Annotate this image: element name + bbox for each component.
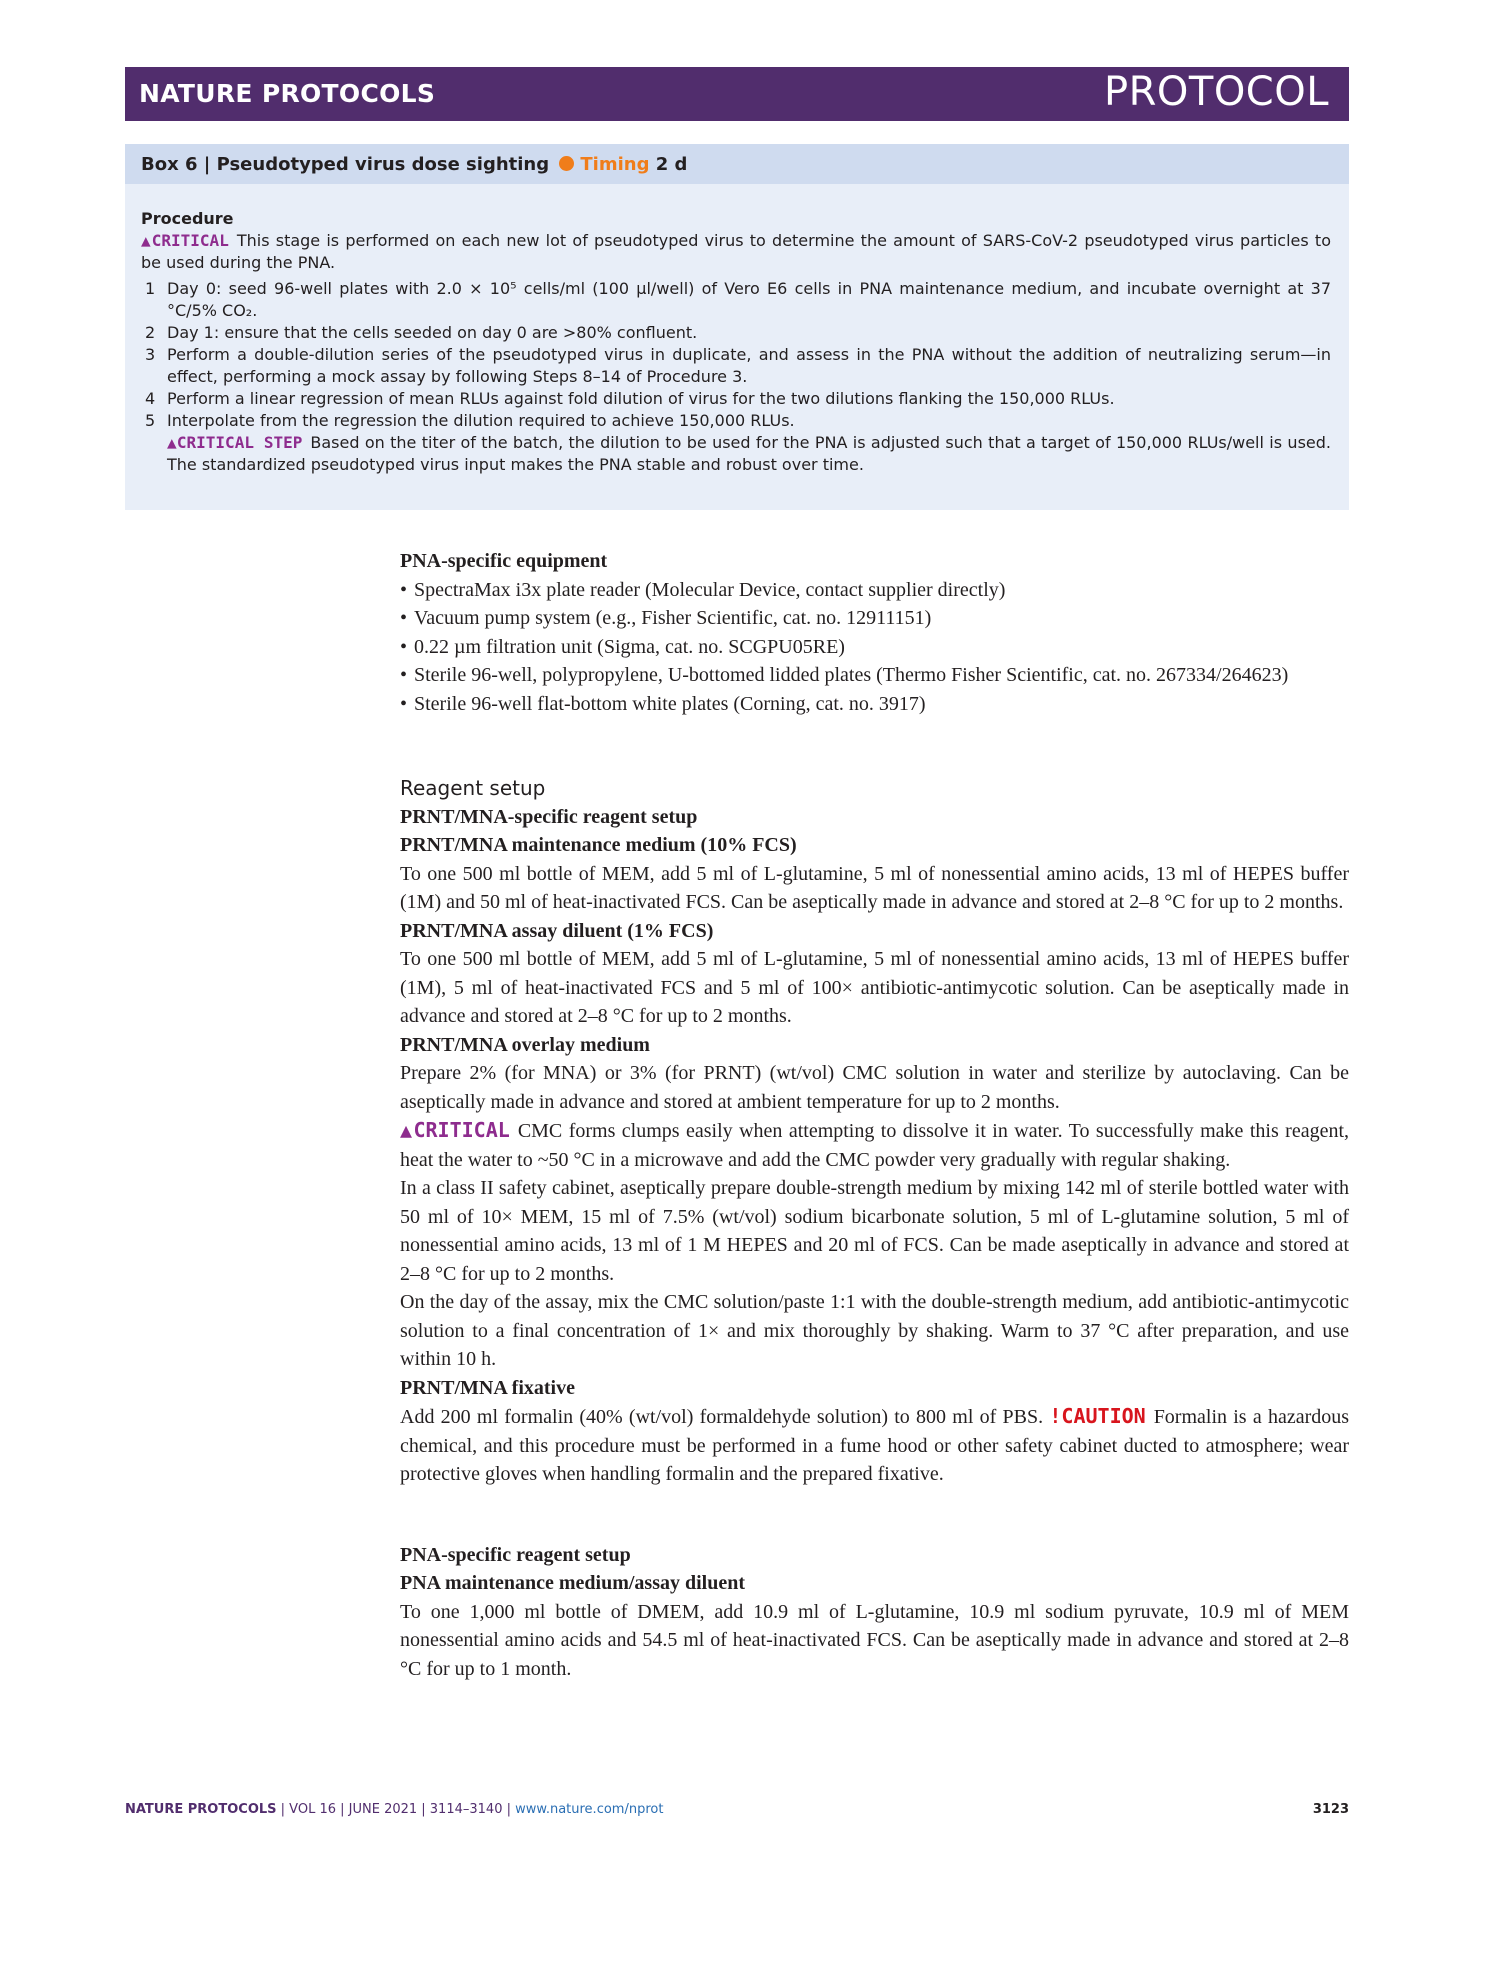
box-critical-note [141,230,1331,274]
box-body [125,184,1349,510]
assay-day-text: On the day of the assay, mix the CMC solution/paste 1:1 with the double-strength medium, add antibiotic-antimycotic solution to a final concentration of 1× and mix thoroughly by shaking. Warm to 37 °C after preparation, and use within 10 h. [400,1291,1349,1370]
timing-label: Timing [580,154,650,175]
document-type: PROTOCOL [1103,69,1329,115]
critical-step-text: Based on the titer of the batch, the dilution to be used for the PNA is adjusted such that a target of 150,000 RLUs/well is used. The standardized pseudotyped virus input makes the PNA stable and robust over time. [167,433,1331,474]
procedure-step [141,278,1331,322]
pna-reagent-heading: PNA-specific reagent setup [400,1543,631,1566]
step-number: 4 [145,389,156,408]
step-number: 1 [145,279,156,298]
page-header [125,67,1349,121]
step-text: Day 0: seed 96-well plates with 2.0 × 10⁵ cells/ml (100 µl/well) of Vero E6 cells in PNA maintenance medium, and incubate overnight at 37 °C/5% CO₂. [167,279,1331,320]
step-number: 3 [145,345,156,364]
main-column [400,547,1349,1683]
reagent-setup-heading: Reagent setup [400,776,546,800]
overlay-critical-note [400,1116,1349,1174]
procedure-heading: Procedure [141,209,234,228]
caution-tag: !CAUTION [1049,1404,1146,1428]
prnt-mna-heading: PRNT/MNA-specific reagent setup [400,805,698,828]
timing-value: 2 d [655,154,688,175]
caution-text: Formalin is a hazardous chemical, and this procedure must be performed in a fume hood or other safety cabinet ducted to atmosphere; wear protective gloves when handling formalin and the prepared fixative. [400,1406,1350,1485]
fixative-heading: PRNT/MNA fixative [400,1376,575,1399]
procedure-step [141,410,1331,476]
procedure-steps [141,278,1331,476]
assay-diluent-heading: PRNT/MNA assay diluent (1% FCS) [400,919,714,942]
footer-journal: NATURE PROTOCOLS [125,1802,277,1817]
maintenance-medium-text: To one 500 ml bottle of MEM, add 5 ml of L-glutamine, 5 ml of nonessential amino acids, 13 ml of HEPES buffer (1M) and 50 ml of heat-inactivated FCS. Can be aseptically made in advance and stored at 2–8 °C for up to 2 months. [400,862,1349,913]
timing-dot-icon [559,156,574,171]
critical-text: This stage is performed on each new lot of pseudotyped virus to determine the amount of SARS-CoV-2 pseudotyped virus particles to be used during the PNA. [141,231,1331,272]
step-number: 2 [145,323,156,342]
pna-maintenance-text: To one 1,000 ml bottle of DMEM, add 10.9 ml of L-glutamine, 10.9 ml sodium pyruvate, 10.9 ml of MEM nonessential amino acids and 54.5 ml of heat-inactivated FCS. Can be aseptically made in advance and stored at 2–8 °C for up to 1 month. [400,1600,1349,1680]
critical-tag: ▲CRITICAL [400,1118,510,1142]
equipment-item: • Vacuum pump system (e.g., Fisher Scientific, cat. no. 12911151) [400,604,1349,633]
equipment-list [400,576,1349,719]
page-number: 3123 [1312,1802,1349,1817]
procedure-step [141,322,1331,344]
box-label: Box 6 | Pseudotyped virus dose sighting [141,154,550,175]
step-text: Perform a linear regression of mean RLUs against fold dilution of virus for the two dilutions flanking the 150,000 RLUs. [167,389,1115,408]
box-title-bar [125,144,1349,184]
critical-tag: ▲CRITICAL [141,231,229,250]
equipment-item: • Sterile 96-well, polypropylene, U-bottomed lidded plates (Thermo Fisher Scientific, cat. no. 267334/264623) [400,661,1349,690]
assay-diluent-text: To one 500 ml bottle of MEM, add 5 ml of L-glutamine, 5 ml of nonessential amino acids, 13 ml of HEPES buffer (1M), 5 ml of heat-inactivated FCS and 5 ml of 100× antibiotic-antimycotic solution. Can be aseptically made in advance and stored at 2–8 °C for up to 2 months. [400,948,1349,1027]
fixative-paragraph [400,1402,1349,1489]
footer-issue: | VOL 16 | JUNE 2021 | 3114–3140 | [280,1802,511,1817]
equipment-heading: PNA-specific equipment [400,550,608,572]
equipment-item: • 0.22 µm filtration unit (Sigma, cat. no. SCGPU05RE) [400,633,1349,662]
footer-url-link[interactable]: www.nature.com/nprot [515,1802,664,1817]
overlay-critical-text: CMC forms clumps easily when attempting to dissolve it in water. To successfully make this reagent, heat the water to ~50 °C in a microwave and add the CMC powder very gradually with regular shaking. [400,1120,1350,1171]
equipment-item: • Sterile 96-well flat-bottom white plates (Corning, cat. no. 3917) [400,690,1349,719]
step-text: Perform a double-dilution series of the pseudotyped virus in duplicate, and assess in the PNA without the addition of neutralizing serum—in effect, performing a mock assay by following Steps 8–14 of Procedure 3. [167,345,1331,386]
equipment-item: • SpectraMax i3x plate reader (Molecular Device, contact supplier directly) [400,576,1349,605]
journal-name: NATURE PROTOCOLS [139,79,436,108]
critical-step-tag: ▲CRITICAL STEP [167,433,303,452]
step-text: Interpolate from the regression the dilution required to achieve 150,000 RLUs. [167,411,795,430]
overlay-medium-text: Prepare 2% (for MNA) or 3% (for PRNT) (wt/vol) CMC solution in water and sterilize by autoclaving. Can be aseptically made in advance and stored at ambient temperature for up to 2 months. [400,1062,1349,1113]
pna-maintenance-heading: PNA maintenance medium/assay diluent [400,1572,746,1594]
step-number: 5 [145,411,156,430]
footer-citation [125,1802,663,1817]
double-strength-text: In a class II safety cabinet, aseptically prepare double-strength medium by mixing 142 ml of sterile bottled water with 50 ml of 10× MEM, 15 ml of 7.5% (wt/vol) sodium bicarbonate solution, 5 ml of L-glutamine solution, 5 ml of nonessential amino acids, 13 ml of 1 M HEPES and 20 ml of FCS. Can be made aseptically in advance and stored at 2–8 °C for up to 2 months. [400,1177,1349,1285]
overlay-medium-heading: PRNT/MNA overlay medium [400,1033,650,1056]
maintenance-medium-heading: PRNT/MNA maintenance medium (10% FCS) [400,834,797,856]
step-text: Day 1: ensure that the cells seeded on day 0 are >80% confluent. [167,323,698,342]
procedure-step [141,344,1331,388]
procedure-step [141,388,1331,410]
fixative-text: Add 200 ml formalin (40% (wt/vol) formaldehyde solution) to 800 ml of PBS. [400,1406,1044,1428]
